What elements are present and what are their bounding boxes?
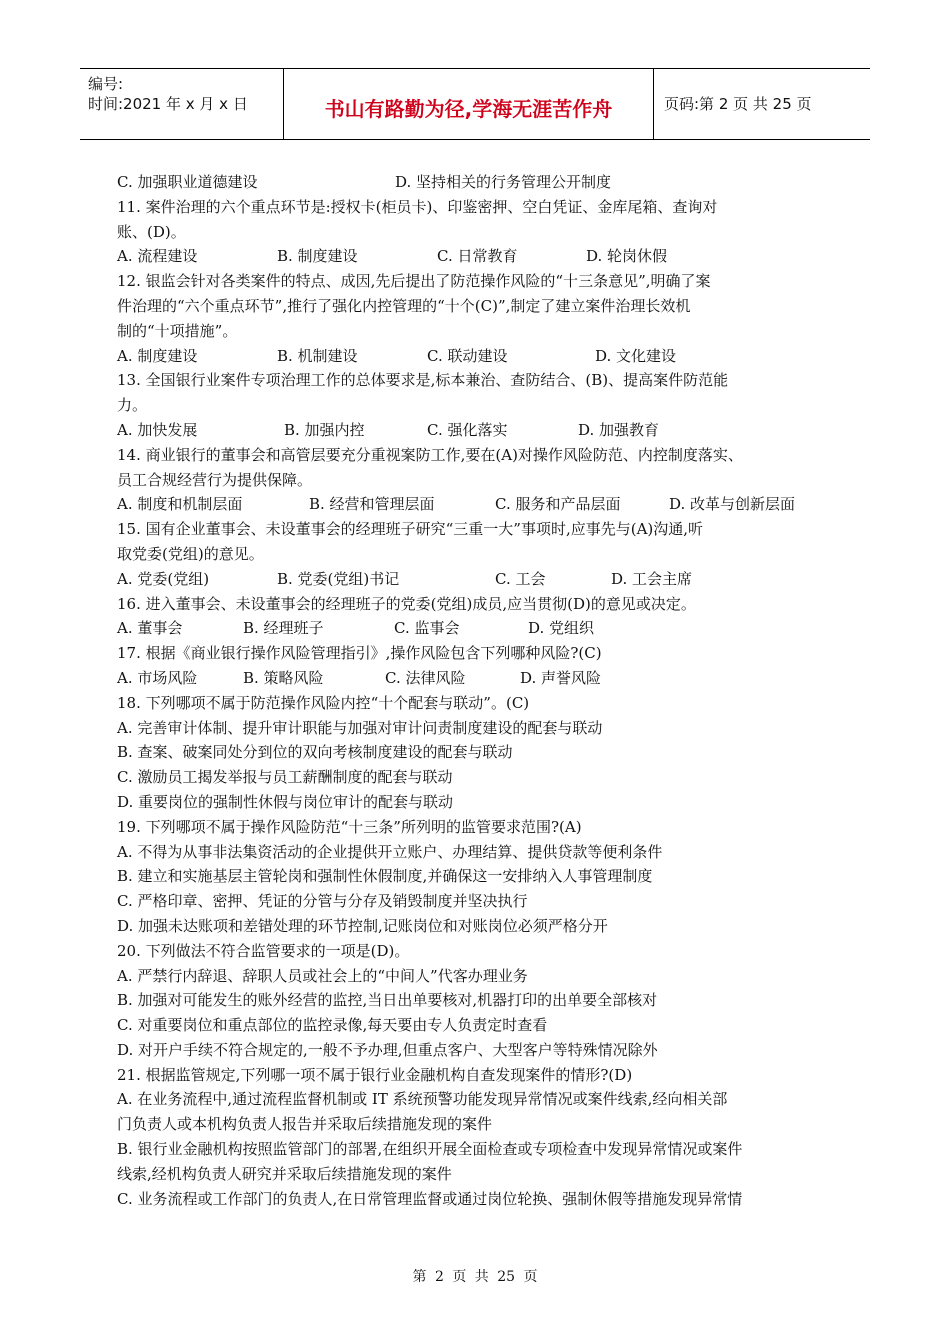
option-line: B. 银行业金融机构按照监管部门的部署,在组织开展全面检查或专项检查中发现异常情况或案件 [117,1140,743,1159]
option: B. 机制建设 [277,346,358,365]
footer-label: 第 [412,1269,427,1285]
option: C. 法律风险 [385,668,466,687]
question-text: 21. 根据监管规定,下列哪一项不属于银行业金融机构自查发现案件的情形?(D) [117,1065,633,1084]
footer-page-number: 2 [434,1269,444,1285]
option: B. 经营和管理层面 [309,495,435,514]
option-line: B. 查案、破案同处分到位的双向考核制度建设的配套与联动 [117,743,513,762]
option-line: A. 不得为从事非法集资活动的企业提供开立账户、办理结算、提供贷款等便利条件 [117,842,663,861]
option: D. 轮岗休假 [586,247,668,266]
options-row [117,244,847,269]
footer-label: 页 [523,1269,538,1285]
option: A. 加快发展 [117,420,198,439]
question-text: 12. 银监会针对各类案件的特点、成因,先后提出了防范操作风险的“十三条意见”,明确了案 [117,272,711,291]
question-text: 件治理的“六个重点环节”,推行了强化内控管理的“十个(C)”,制定了建立案件治理长效机 [117,296,691,315]
header-motto-cell [284,69,654,139]
question-text: 18. 下列哪项不属于防范操作风险内控“十个配套与联动”。(C) [117,693,530,712]
page-footer [0,1266,950,1286]
option-line: A. 在业务流程中,通过流程监督机制或 IT 系统预警功能发现异常情况或案件线索,经向相关部 [117,1090,728,1109]
question-text: 账、(D)。 [117,222,186,241]
option: B. 制度建设 [277,247,358,266]
option: C. 监事会 [394,619,460,638]
option-line: D. 重要岗位的强制性休假与岗位审计的配套与联动 [117,792,454,811]
option: A. 党委(党组) [117,569,210,588]
header-meta-cell [80,69,284,139]
options-row [117,170,847,195]
option: C. 联动建设 [427,346,508,365]
option: C. 加强职业道德建设 [117,173,258,191]
option-line: C. 对重要岗位和重点部位的监控录像,每天要由专人负责定时查看 [117,1016,548,1035]
footer-total-pages: 25 [497,1269,516,1285]
option: A. 市场风险 [117,668,198,687]
question-text: 13. 全国银行业案件专项治理工作的总体要求是,标本兼治、查防结合、(B)、提高案件防范能 [117,371,729,390]
options-row [117,418,847,443]
document-number-label: 编号: [88,75,124,93]
option: B. 党委(党组)书记 [277,569,400,588]
option: D. 文化建设 [595,346,677,365]
option-line: B. 建立和实施基层主管轮岗和强制性休假制度,并确保这一安排纳入人事管理制度 [117,867,653,886]
option: D. 加强教育 [578,420,660,439]
header-motto: 书山有路勤为径,学海无涯苦作舟 [324,97,613,121]
option-line: D. 加强未达账项和差错处理的环节控制,记账岗位和对账岗位必须严格分开 [117,916,608,935]
footer-label: 共 [474,1269,489,1285]
options-row [117,666,847,691]
option: A. 制度和机制层面 [117,495,243,514]
option: B. 加强内控 [284,420,365,439]
document-date-label: 时间:2021 年 x 月 x 日 [88,95,248,113]
options-row [117,616,847,641]
option: A. 董事会 [117,619,183,638]
option-line: D. 对开户手续不符合规定的,一般不予办理,但重点客户、大型客户等特殊情况除外 [117,1040,658,1059]
option: A. 流程建设 [117,247,198,266]
options-row [117,567,847,592]
question-text: 17. 根据《商业银行操作风险管理指引》,操作风险包含下列哪种风险?(C) [117,644,602,663]
footer-label: 页 [452,1269,467,1285]
question-text: 制的“十项措施”。 [117,321,238,340]
option: C. 强化落实 [427,420,508,439]
question-text: 力。 [117,396,148,415]
option-line: 门负责人或本机构负责人报告并采取后续措施发现的案件 [117,1115,493,1134]
question-text: 取党委(党组)的意见。 [117,544,264,563]
question-text: 20. 下列做法不符合监管要求的一项是(D)。 [117,941,410,960]
option-line: 线索,经机构负责人研究并采取后续措施发现的案件 [117,1164,452,1183]
option-line: A. 严禁行内辞退、辞职人员或社会上的“中间人”代客办理业务 [117,966,528,985]
document-body [117,170,847,1211]
header-page-cell [654,69,870,139]
question-text: 15. 国有企业董事会、未设董事会的经理班子研究“三重一大”事项时,应事先与(A)沟通,听 [117,520,704,539]
option: D. 工会主席 [611,569,693,588]
option: D. 声誉风险 [520,668,602,687]
options-row [117,344,847,369]
question-text: 员工合规经营行为提供保障。 [117,470,313,489]
option-line: B. 加强对可能发生的账外经营的监控,当日出单要核对,机器打印的出单要全部核对 [117,991,658,1010]
option: B. 经理班子 [243,619,324,638]
option-line: C. 严格印章、密押、凭证的分管与分存及销毁制度并坚决执行 [117,892,528,911]
option: C. 工会 [495,569,546,588]
option-line: C. 业务流程或工作部门的负责人,在日常管理监督或通过岗位轮换、强制休假等措施发现异常情 [117,1189,743,1208]
question-text: 11. 案件治理的六个重点环节是:授权卡(柜员卡)、印鉴密押、空白凭证、金库尾箱、查询对 [117,197,718,216]
option: C. 服务和产品层面 [495,495,621,514]
page-header [80,68,870,140]
question-text: 14. 商业银行的董事会和高管层要充分重视案防工作,要在(A)对操作风险防范、内控制度落实、 [117,445,743,464]
options-row [117,492,847,517]
option: D. 坚持相关的行务管理公开制度 [395,173,612,191]
question-text: 16. 进入董事会、未设董事会的经理班子的党委(党组)成员,应当贯彻(D)的意见或决定。 [117,594,696,613]
option: A. 制度建设 [117,346,198,365]
question-text: 19. 下列哪项不属于操作风险防范“十三条”所列明的监管要求范围?(A) [117,817,582,836]
option: D. 改革与创新层面 [669,495,796,514]
option: C. 日常教育 [437,247,518,266]
option: B. 策略风险 [243,668,324,687]
option: D. 党组织 [528,619,595,638]
header-page-number: 页码:第 2 页 共 25 页 [664,95,812,113]
option-line: C. 激励员工揭发举报与员工薪酬制度的配套与联动 [117,768,453,787]
option-line: A. 完善审计体制、提升审计职能与加强对审计问责制度建设的配套与联动 [117,718,603,737]
